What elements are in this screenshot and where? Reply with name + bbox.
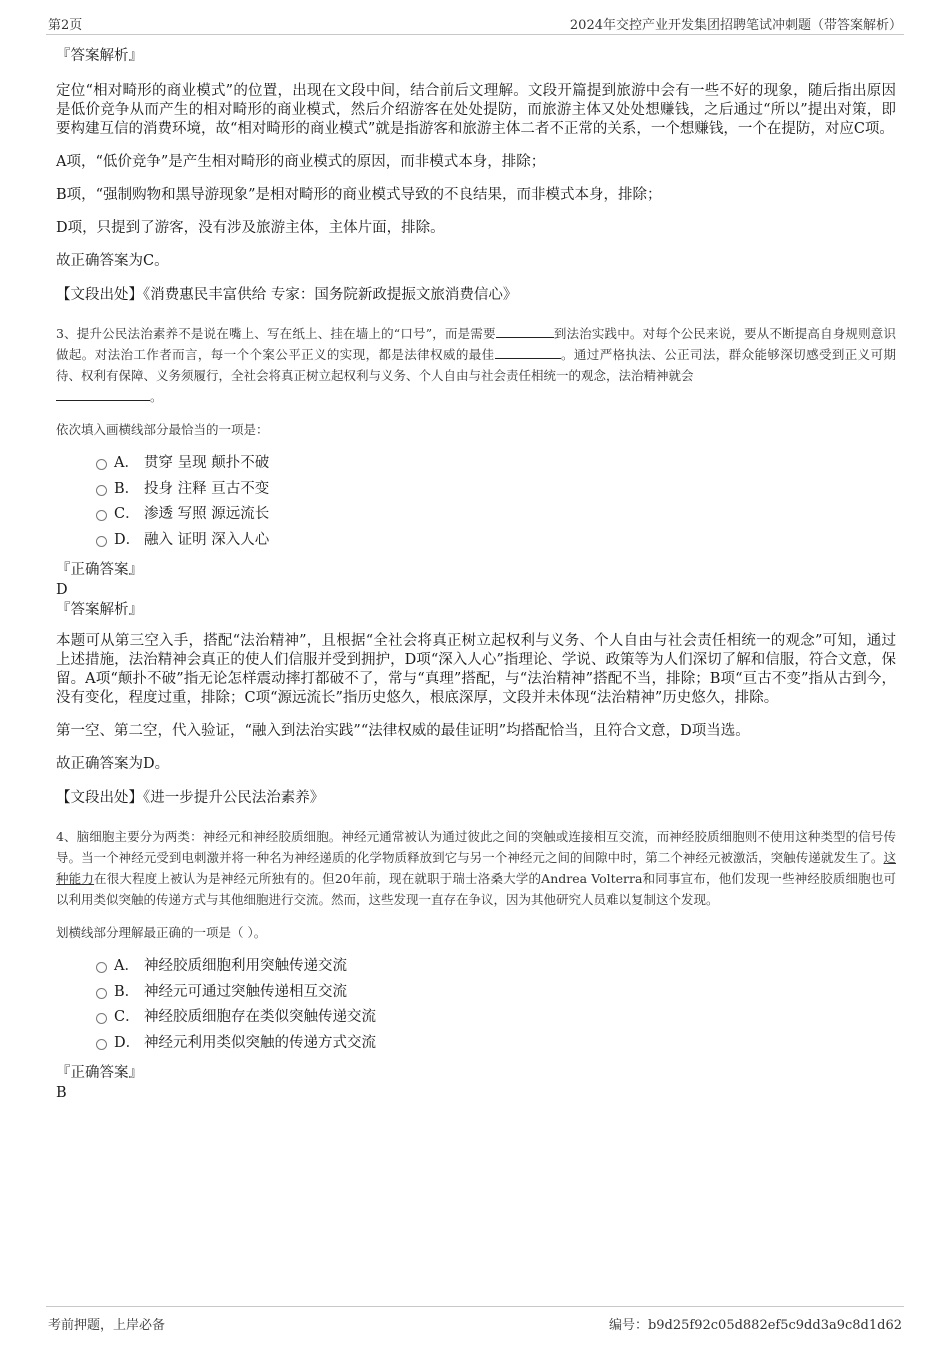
q4-option-d[interactable]: [56, 1032, 896, 1058]
option-letter: A．: [114, 958, 139, 974]
q3-option-b[interactable]: [56, 478, 896, 504]
q2-source: [56, 285, 896, 305]
q3-option-a[interactable]: [56, 452, 896, 478]
option-text: 神经元利用类似突触的传递方式交流: [144, 1034, 376, 1051]
option-letter: C．: [114, 1009, 140, 1025]
q3-analysis-paragraph-2: 第一空、第二空，代入验证，“融入到法治实践”“法律权威的最佳证明”均搭配恰当，且符合文意，D项当选。: [56, 723, 750, 739]
q3-stem-text-1: 3、提升公民法治素养不是说在嘴上、写在纸上、挂在墙上的“口号”，而是需要: [56, 326, 496, 341]
page-content: [56, 46, 896, 1103]
q4-prompt: 划横线部分理解最正确的一项是（ ）。: [56, 925, 267, 940]
radio-button-icon[interactable]: [96, 962, 107, 973]
document-title: 2024年交控产业开发集团招聘笔试冲刺题（带答案解析）: [569, 18, 902, 33]
q3-option-c[interactable]: [56, 503, 896, 529]
option-text: 神经元可通过突触传递相互交流: [144, 983, 347, 1000]
option-text: 渗透 写照 源远流长: [144, 506, 270, 522]
footer-slogan: 考前押题，上岸必备: [48, 1318, 166, 1333]
radio-button-icon[interactable]: [96, 1039, 107, 1050]
q2-source-label: 【文段出处】: [56, 287, 143, 303]
radio-button-icon[interactable]: [96, 1013, 107, 1024]
q3-source-label: 【文段出处】: [56, 790, 143, 806]
page-footer: [46, 1306, 904, 1335]
q2-analysis-paragraph-3: B项，“强制购物和黑导游现象”是相对畸形的商业模式导致的不良结果，而非模式本身，排除；: [56, 187, 662, 203]
q3-option-d[interactable]: [56, 529, 896, 555]
q3-stem-text-2: 到法治实践中。对每个公民来说，要从不断提高自身规则意识做起。对法治工作者而言，每一个个案公平正义的实现，都是法律权威的最佳: [56, 326, 896, 362]
serial-label: 编号：: [608, 1318, 648, 1333]
q3-prompt: 依次填入画横线部分最恰当的一项是：: [56, 422, 269, 437]
q3-blank-2: [495, 345, 561, 359]
q3-analysis-paragraph-1: 本题可从第三空入手，搭配“法治精神”，且根据“全社会将真正树立起权利与义务、个人自由与社会责任相统一的观念”可知，通过上述措施，法治精神会真正的使人们信服并受到拥护，D项“深入人心”指理论、学说、政策等为人们深切了解和信服，符合文意，保留。A项“颠扑不破”指无论怎样震动摔打都破不了，常与“真理”搭配，与“法治精神”搭配不当，排除；B项“亘古不变”指从古到今，没有变化，程度过重，排除；C项“源远流长”指历史悠久，根底深厚，文段并未体现“法治精神”历史悠久，排除。: [56, 633, 896, 706]
q3-stem: [56, 323, 896, 407]
option-letter: B．: [114, 983, 140, 1000]
q2-analysis-paragraph-1: 定位“相对畸形的商业模式”的位置，出现在文段中间，结合前后文理解。文段开篇提到旅游中会有一些不好的现象，随后指出原因是低价竞争从而产生的相对畸形的商业模式，然后介绍游客在处处提防，而旅游主体又处处想赚钱，之后通过“所以”提出对策，即要构建互信的消费环境，故“相对畸形的商业模式”就是指游客和旅游主体二者不正常的关系，一个想赚钱，一个在提防，对应C项。: [56, 83, 896, 137]
q3-stem-text-3: 。通过严格执法、公正司法，群众能够深切感受到正义可期待、权利有保障、义务须履行，全社会将真正树立起权利与义务、个人自由与社会责任相统一的观念，法治精神就会: [56, 347, 896, 383]
option-letter: D．: [114, 531, 141, 548]
radio-button-icon[interactable]: [96, 536, 107, 547]
q3-analysis-paragraph-3: 故正确答案为D。: [56, 756, 170, 772]
q2-analysis-label: 『答案解析』: [56, 48, 143, 64]
option-letter: B．: [114, 480, 140, 497]
option-letter: D．: [114, 1034, 141, 1051]
option-text: 投身 注释 亘古不变: [144, 480, 270, 497]
q4-stem-text-1: 4、脑细胞主要分为两类：神经元和神经胶质细胞。神经元通常被认为通过彼此之间的突触或连接相互交流，而神经胶质细胞则不使用这种类型的信号传导。当一个神经元受到电刺激并将一种名为神经递质的化学物质释放到它与另一个神经元之间的间隙中时，第二个神经元被激活，突触传递就发生了。: [56, 829, 896, 865]
q4-stem: [56, 826, 896, 910]
radio-button-icon[interactable]: [96, 459, 107, 470]
q3-analysis-label: 『答案解析』: [56, 602, 143, 618]
option-letter: A．: [114, 455, 139, 471]
q4-answer: B: [56, 1085, 67, 1101]
footer-serial: [609, 1314, 902, 1333]
radio-button-icon[interactable]: [96, 988, 107, 999]
option-text: 神经胶质细胞存在类似突触传递交流: [144, 1009, 376, 1025]
q3-answer-label: 『正确答案』: [56, 562, 143, 578]
radio-button-icon[interactable]: [96, 485, 107, 496]
option-letter: C．: [114, 506, 140, 522]
q4-answer-label: 『正确答案』: [56, 1065, 143, 1081]
q4-option-c[interactable]: [56, 1006, 896, 1032]
q4-option-b[interactable]: [56, 981, 896, 1007]
radio-button-icon[interactable]: [96, 510, 107, 521]
q3-options: [56, 452, 896, 554]
option-text: 融入 证明 深入人心: [144, 531, 270, 548]
q3-source: [56, 788, 896, 808]
q3-source-title: 《进一步提升公民法治素养》: [143, 790, 325, 806]
q3-stem-text-4: 。: [150, 389, 163, 404]
page-header: [46, 12, 904, 35]
option-text: 贯穿 呈现 颠扑不破: [144, 455, 270, 471]
q2-analysis-paragraph-4: D项，只提到了游客，没有涉及旅游主体，主体片面，排除。: [56, 220, 445, 236]
q2-source-title: 《消费惠民丰富供给 专家：国务院新政提振文旅消费信心》: [143, 287, 518, 303]
q3-blank-1: [496, 324, 554, 338]
q2-analysis-paragraph-2: A项，“低价竞争”是产生相对畸形的商业模式的原因，而非模式本身，排除；: [56, 154, 546, 170]
q4-options: [56, 955, 896, 1057]
q3-blank-3: [56, 387, 150, 401]
q4-underlined-phrase: 这种能力: [56, 850, 896, 886]
q2-analysis-paragraph-5: 故正确答案为C。: [56, 253, 169, 269]
option-text: 神经胶质细胞利用突触传递交流: [144, 958, 347, 974]
q3-answer: D: [56, 582, 68, 598]
page-number: 第2页: [48, 18, 83, 33]
q4-stem-text-2: 在很大程度上被认为是神经元所独有的。但20年前，现在就职于瑞士洛桑大学的Andrea Volterra和同事宣布，他们发现一些神经胶质细胞也可以利用类似突触的传递方式与其他细胞进行交流。然而，这些发现一直存在争议，因为其他研究人员难以复制这个发现。: [56, 871, 896, 907]
serial-number: b9d25f92c05d882ef5c9dd3a9c8d1d62: [647, 1318, 902, 1333]
q4-option-a[interactable]: [56, 955, 896, 981]
